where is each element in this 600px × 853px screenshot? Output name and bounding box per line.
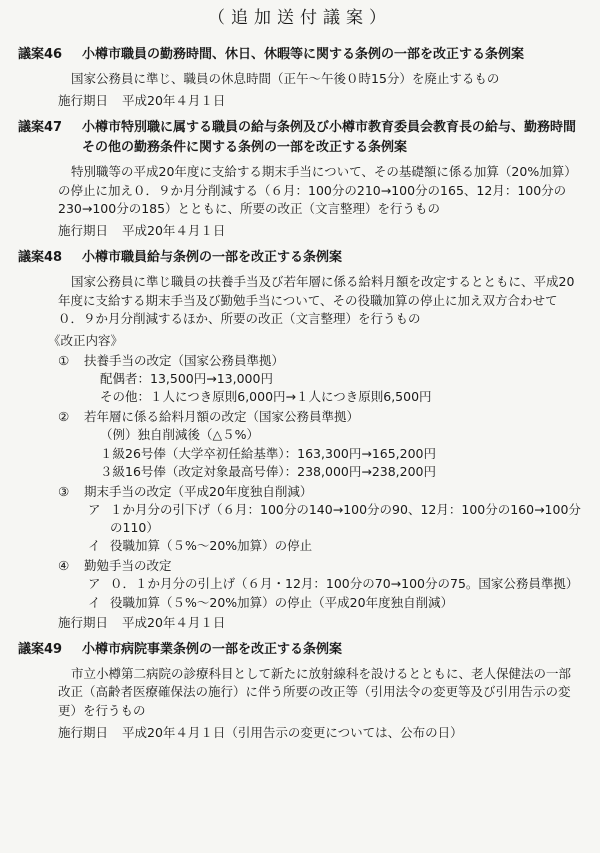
sub-item-text: ０．１か月分の引上げ（６月・12月：100分の70→100分の75。国家公務員準拠）	[110, 576, 579, 592]
revision-item	[58, 408, 582, 426]
effective-date-value: 平成20年４月１日	[122, 93, 226, 109]
item-number: ②	[58, 409, 70, 425]
effective-date	[58, 92, 582, 110]
agenda-heading	[18, 248, 582, 268]
item-text: 期末手当の改定（平成20年度独自削減）	[84, 483, 313, 499]
agenda-name: 小樽市職員給与条例の一部を改正する条例案	[82, 249, 343, 265]
sub-item-text: １か月分の引下げ（６月：100分の140→100分の90、12月：100分の160→100分の110）	[110, 501, 581, 536]
sub-item	[88, 501, 582, 537]
agenda-number: 議案46	[18, 46, 63, 62]
effective-date-value: 平成20年４月１日（引用告示の変更については、公布の日）	[122, 724, 463, 740]
agenda-body: 市立小樽第二病院の診療科目として新たに放射線科を設けるとともに、老人保健法の一部改正（高齢者医療確保法の施行）に伴う所要の改正等（引用法令の変更等及び引用告示の変更）を行うもの	[58, 666, 572, 718]
revision-contents-label: 《改正内容》	[48, 332, 124, 348]
effective-date-label: 施行期日	[58, 614, 109, 630]
agenda-heading	[18, 118, 582, 157]
item-line: １級26号俸（大学卒初任給基準）：163,300円→165,200円	[100, 445, 437, 461]
item-line: 配偶者：13,500円→13,000円	[100, 371, 273, 387]
sub-item-marker: ア	[88, 576, 101, 592]
sub-item	[88, 537, 582, 555]
revision-item	[58, 483, 582, 501]
agenda-number: 議案49	[18, 641, 63, 657]
revision-item	[58, 352, 582, 370]
agenda-heading	[18, 45, 582, 65]
agenda-body: 国家公務員に準じ職員の扶養手当及び若年層に係る給料月額を改定するとともに、平成20年度に支給する期末手当及び勤勉手当について、その役職加算の停止に加え双方合わせて０．９か月分削減するほか、所要の改正（文言整理）を行うもの	[58, 274, 575, 326]
item-line: ３級16号俸（改定対象最高号俸）：238,000円→238,200円	[100, 463, 437, 479]
effective-date-value: 平成20年４月１日	[122, 222, 226, 238]
sub-item	[88, 575, 582, 593]
sub-item-text: 役職加算（５%〜20%加算）の停止（平成20年度独自削減）	[110, 594, 454, 610]
item-number: ③	[58, 483, 70, 499]
agenda-body: 特別職等の平成20年度に支給する期末手当について、その基礎額に係る加算（20%加算）の停止に加え０．９か月分削減する（６月：100分の210→100分の165、12月：100分の230→100分の185）とともに、所要の改正（文言整理）を行うもの	[58, 164, 577, 216]
document-title: （追加送付議案）	[208, 8, 392, 28]
item-number: ①	[58, 352, 70, 368]
effective-date-label: 施行期日	[58, 724, 109, 740]
item-number: ④	[58, 558, 70, 574]
sub-item-marker: イ	[88, 538, 101, 554]
agenda-heading	[18, 640, 582, 660]
sub-item-marker: ア	[88, 501, 101, 517]
item-text: 勤勉手当の改定	[84, 558, 172, 574]
effective-date-value: 平成20年４月１日	[122, 614, 226, 630]
item-text: 若年層に係る給料月額の改定（国家公務員準拠）	[84, 409, 360, 425]
agenda-name: 小樽市病院事業条例の一部を改正する条例案	[82, 641, 343, 657]
effective-date	[58, 222, 582, 240]
agenda-number: 議案47	[18, 120, 63, 136]
effective-date	[58, 614, 582, 632]
revision-item	[58, 557, 582, 575]
sub-item-marker: イ	[88, 594, 101, 610]
agenda-name: 小樽市特別職に属する職員の給与条例及び小樽市教育委員会教育長の給与、勤務時間その他の勤務条件に関する条例の一部を改正する条例案	[82, 120, 577, 155]
agenda-46	[18, 45, 582, 111]
sub-item	[88, 594, 582, 612]
item-line: （例）独自削減後（△５%）	[100, 427, 259, 443]
agenda-47	[18, 118, 582, 240]
effective-date-label: 施行期日	[58, 222, 109, 238]
effective-date-label: 施行期日	[58, 93, 109, 109]
effective-date	[58, 724, 582, 742]
agenda-number: 議案48	[18, 249, 63, 265]
item-line: その他：１人につき原則6,000円→１人につき原則6,500円	[100, 389, 432, 405]
agenda-name: 小樽市職員の勤務時間、休日、休暇等に関する条例の一部を改正する条例案	[82, 46, 525, 62]
agenda-body: 国家公務員に準じ、職員の休息時間（正午〜午後０時15分）を廃止するもの	[71, 71, 500, 87]
item-text: 扶養手当の改定（国家公務員準拠）	[84, 352, 285, 368]
agenda-49	[18, 640, 582, 742]
sub-item-text: 役職加算（５%〜20%加算）の停止	[110, 538, 313, 554]
agenda-48	[18, 248, 582, 632]
